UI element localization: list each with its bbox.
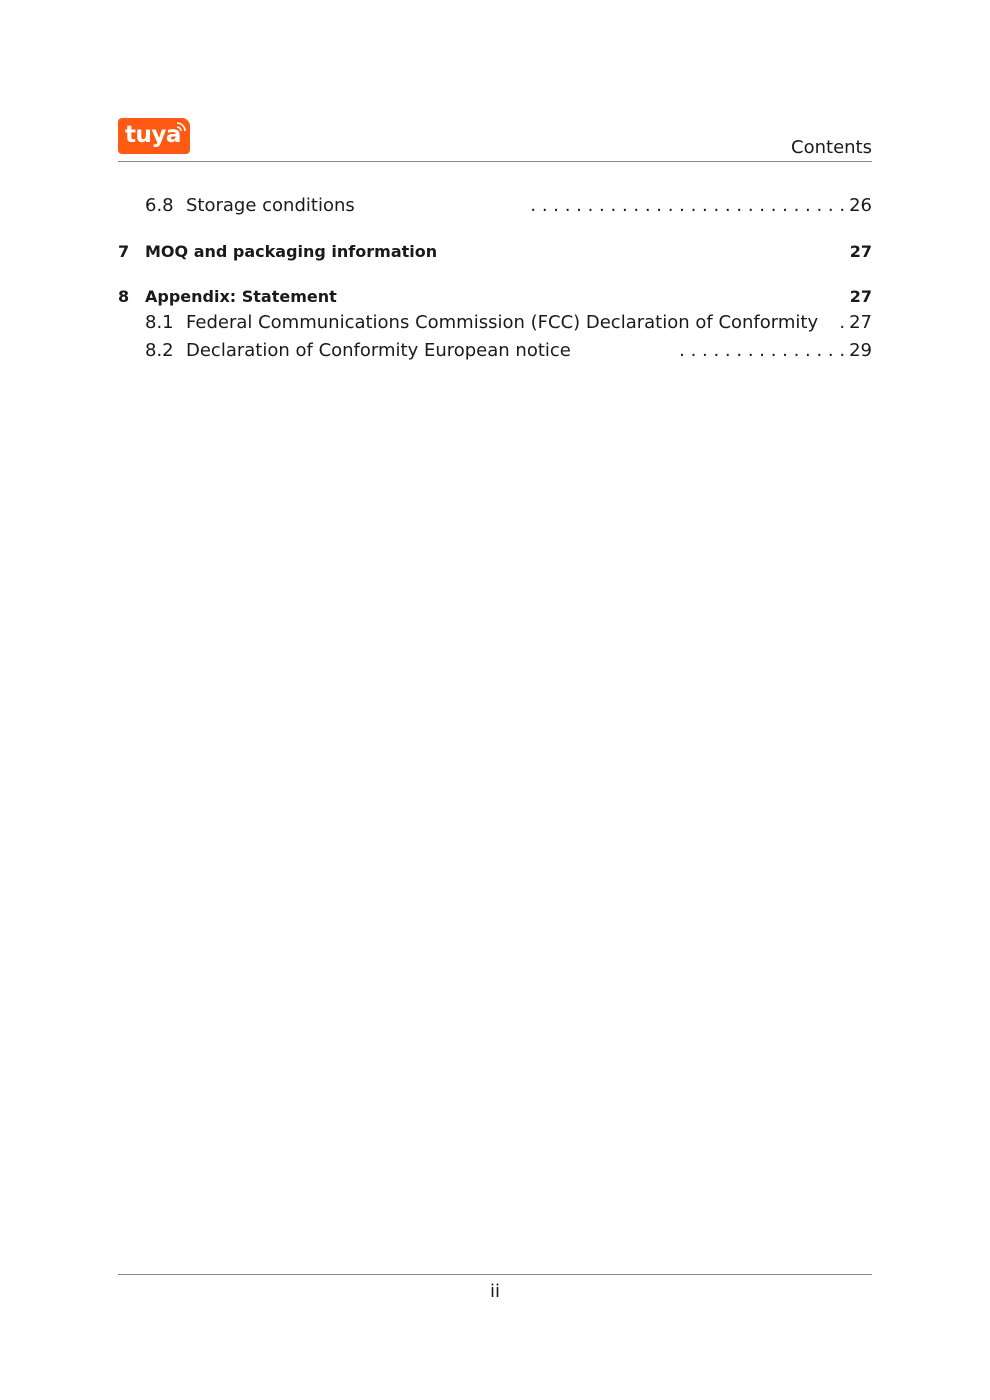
toc-entry-number: 8.2: [145, 340, 174, 361]
toc-entry[interactable]: [118, 340, 872, 364]
wifi-signal-icon: [175, 121, 187, 133]
toc-entry-number: 6.8: [145, 195, 174, 216]
toc-entry-title[interactable]: Declaration of Conformity European notice: [186, 340, 571, 361]
footer-divider: [118, 1274, 872, 1275]
toc-dot-leader: . . . . . . . . . . . . . . . . . . . . . . . . . . . .: [530, 195, 846, 216]
toc-entry-page[interactable]: 27: [849, 312, 872, 333]
toc-chapter-title[interactable]: Appendix: Statement: [145, 287, 337, 306]
toc-entry-page[interactable]: 26: [849, 195, 872, 216]
page-number: ii: [489, 1281, 500, 1302]
toc-entry[interactable]: [118, 195, 872, 219]
running-header-title: Contents: [791, 137, 872, 158]
toc-chapter-page[interactable]: 27: [849, 242, 872, 261]
toc-entry-page[interactable]: 29: [849, 340, 872, 361]
toc-dot-leader: . . . . . . . . . . . . . . .: [679, 340, 846, 361]
toc-entry-title[interactable]: Storage conditions: [186, 195, 355, 216]
tuya-logo: [118, 118, 190, 154]
toc-chapter-page[interactable]: 27: [849, 287, 872, 306]
toc-entry-title[interactable]: Federal Communications Commission (FCC) Declaration of Conformity: [186, 312, 819, 333]
toc-chapter-entry[interactable]: [118, 242, 872, 266]
toc-chapter-entry[interactable]: [118, 287, 872, 311]
toc-chapter-number: 8: [118, 287, 130, 306]
toc-chapter-title[interactable]: MOQ and packaging information: [145, 242, 438, 261]
toc-dot-leader: .: [839, 312, 846, 333]
toc-entry[interactable]: [118, 312, 872, 336]
toc-chapter-number: 7: [118, 242, 130, 261]
header-divider: [118, 161, 872, 162]
logo-text: tuya: [125, 122, 181, 148]
toc-entry-number: 8.1: [145, 312, 174, 333]
